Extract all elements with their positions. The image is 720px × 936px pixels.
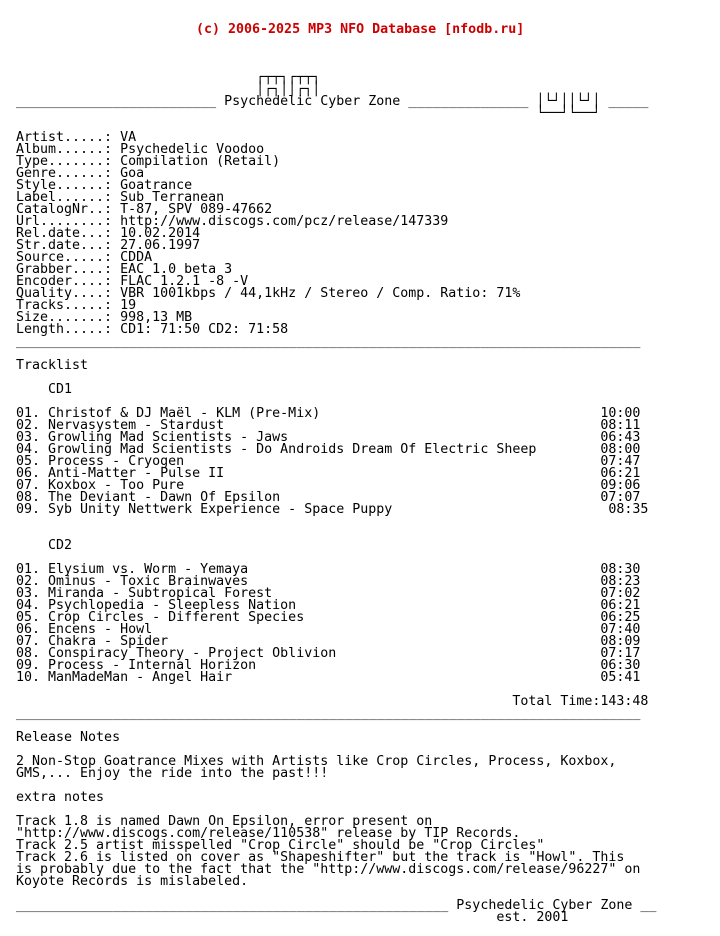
nfo-line: Release Notes (16, 730, 121, 745)
nfo-line: ______________________________________________________________________________ (16, 334, 641, 349)
nfo-line: Size.......: 998,13 MB (16, 310, 193, 325)
nfo-line: 06. Anti-Matter - Pulse II 06:21 (16, 466, 641, 481)
nfo-line: │┌┐││┌┐│ (16, 82, 321, 97)
nfo-line: 04. Psychlopedia - Sleepless Nation 06:21 (16, 598, 641, 613)
nfo-line: extra notes (16, 790, 105, 805)
nfo-line: 03. Miranda - Subtropical Forest 07:02 (16, 586, 641, 601)
nfo-line (16, 720, 720, 732)
nfo-line: Genre......: Goa (16, 166, 145, 181)
nfo-line: Album......: Psychedelic Voodoo (16, 142, 265, 157)
nfo-line[interactable]: is probably due to the fact that the "http://www.discogs.com/release/96227" on (16, 862, 641, 877)
nfo-lines (16, 60, 720, 924)
nfo-line: 07. Chakra - Spider 08:09 (16, 634, 641, 649)
nfo-line: CatalogNr..: T-87, SPV 089-47662 (16, 202, 273, 217)
nfo-line: └──┘└──┘ (16, 106, 601, 121)
nfo-line: Tracklist (16, 358, 89, 373)
nfo-line: 05. Crop Circles - Different Species 06:25 (16, 610, 641, 625)
nfo-line[interactable]: Url........: http://www.discogs.com/pcz/release/147339 (16, 214, 449, 229)
nfo-line: 2 Non-Stop Goatrance Mixes with Artists like Crop Circles, Process, Koxbox, (16, 754, 617, 769)
nfo-line: 10. ManMadeMan - Angel Hair 05:41 (16, 670, 641, 685)
nfo-line: 02. Nervasystem - Stardust 08:11 (16, 418, 641, 433)
nfo-line: Encoder....: FLAC 1.2.1 -8 -V (16, 274, 249, 289)
nfo-line: Rel.date...: 10.02.2014 (16, 226, 201, 241)
nfo-line (16, 372, 720, 384)
nfo-line: ┌┬┬┐┌┬┬┐ (16, 70, 321, 85)
nfo-line: 01. Christof & DJ Maël - KLM (Pre-Mix) 10:00 (16, 406, 641, 421)
nfo-line: 01. Elysium vs. Worm - Yemaya 08:30 (16, 562, 641, 577)
header-banner: (c) 2006-2025 MP3 NFO Database [nfodb.ru] (196, 22, 525, 37)
nfo-line: Type.......: Compilation (Retail) (16, 154, 281, 169)
nfo-line: 08. The Deviant - Dawn Of Epsilon 07:07 (16, 490, 641, 505)
nfo-line: 09. Process - Internal Horizon 06:30 (16, 658, 641, 673)
nfo-line (16, 528, 720, 540)
nfo-line: Track 2.5 artist misspelled "Crop Circle" should be "Crop Circles" (16, 838, 545, 853)
nfo-line: Grabber....: EAC 1.0 beta 3 (16, 262, 233, 277)
nfo-line (16, 780, 720, 792)
nfo-line: Koyote Records is mislabeled. (16, 874, 249, 889)
nfo-line: 08. Conspiracy Theory - Project Oblivion 07:17 (16, 646, 641, 661)
nfo-line: Tracks.....: 19 (16, 298, 137, 313)
nfo-line: Length.....: CD1: 71:50 CD2: 71:58 (16, 322, 289, 337)
nfo-line: Track 2.6 is listed on cover as "Shapeshifter" but the track is "Howl". This (16, 850, 625, 865)
nfo-line: 02. Ominus - Toxic Brainwaves 08:23 (16, 574, 641, 589)
nfo-line: Label......: Sub Terranean (16, 190, 225, 205)
nfo-line: Str.date...: 27.06.1997 (16, 238, 201, 253)
nfo-line: ______________________________________________________________________________ (16, 706, 641, 721)
nfo-line: 05. Process - Cryogen 07:47 (16, 454, 641, 469)
nfo-line: 07. Koxbox - Too Pure 09:06 (16, 478, 641, 493)
nfo-line[interactable]: "http://www.discogs.com/release/110538" release by TIP Records. (16, 826, 521, 841)
nfo-line: Quality....: VBR 1001kbps / 44,1kHz / Stereo / Comp. Ratio: 71% (16, 286, 521, 301)
nfo-line: 04. Growling Mad Scientists - Do Androids Dream Of Electric Sheep 08:00 (16, 442, 641, 457)
nfo-line: Source.....: CDDA (16, 250, 153, 265)
nfo-line: 09. Syb Unity Nettwerk Experience - Space Puppy 08:35 (16, 502, 649, 517)
nfo-line: Style......: Goatrance (16, 178, 193, 193)
nfo-line (16, 348, 720, 360)
nfo-line (16, 516, 720, 528)
nfo-line: CD1 (16, 382, 73, 397)
nfo-line: ______________________________________________________ Psychedelic Cyber Zone __ (16, 898, 657, 913)
nfo-line: Total Time:143:48 (16, 694, 649, 709)
nfo-line: est. 2001 (16, 910, 569, 925)
nfo-line: Track 1.8 is named Dawn On Epsilon, error present on (16, 814, 433, 829)
nfo-line: CD2 (16, 538, 73, 553)
nfo-line: 03. Growling Mad Scientists - Jaws 06:43 (16, 430, 641, 445)
nfo-line: Artist.....: VA (16, 130, 137, 145)
nfo-line: GMS,... Enjoy the ride into the past!!! (16, 766, 329, 781)
nfo-line: 06. Encens - Howl 07:40 (16, 622, 641, 637)
nfo-line: _________________________ Psychedelic Cyber Zone _______________ │└┘││└┘│ _____ (16, 94, 649, 109)
